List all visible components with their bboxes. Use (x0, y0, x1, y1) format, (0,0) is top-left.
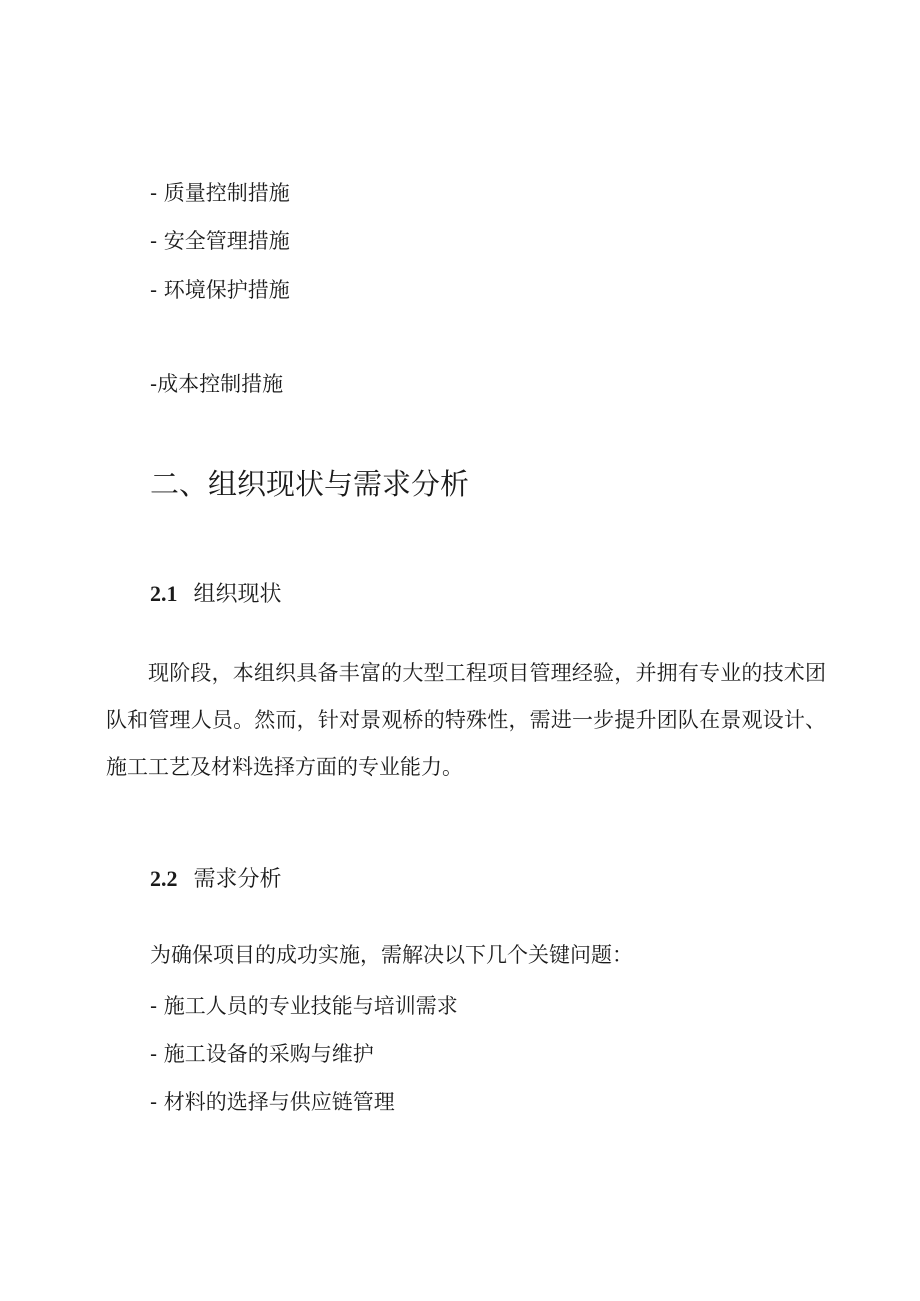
paragraph-organization-status: 现阶段，本组织具备丰富的大型工程项目管理经验，并拥有专业的技术团队和管理人员。然而，针对景观桥的特殊性，需进一步提升团队在景观设计、施工工艺及材料选择方面的专业能力。 (106, 661, 826, 779)
list-item-training: - 施工人员的专业技能与培训需求 (150, 994, 458, 1018)
subsection-number: 2.2 (150, 866, 178, 891)
subsection-title: 需求分析 (193, 867, 282, 892)
subsection-number: 2.1 (150, 581, 178, 606)
list-item-cost: -成本控制措施 (150, 372, 284, 396)
subsection-heading-2-2 (150, 868, 282, 891)
list-item-environment: - 环境保护措施 (150, 278, 290, 302)
subsection-title: 组织现状 (193, 582, 282, 607)
section-heading: 二、组织现状与需求分析 (150, 467, 470, 501)
list-item-quality: - 质量控制措施 (150, 181, 290, 205)
list-item-equipment: - 施工设备的采购与维护 (150, 1042, 374, 1066)
list-item-safety: - 安全管理措施 (150, 229, 290, 253)
list-item-materials: - 材料的选择与供应链管理 (150, 1090, 395, 1114)
subsection-heading-2-1 (150, 583, 282, 606)
needs-intro: 为确保项目的成功实施，需解决以下几个关键问题： (150, 943, 633, 967)
